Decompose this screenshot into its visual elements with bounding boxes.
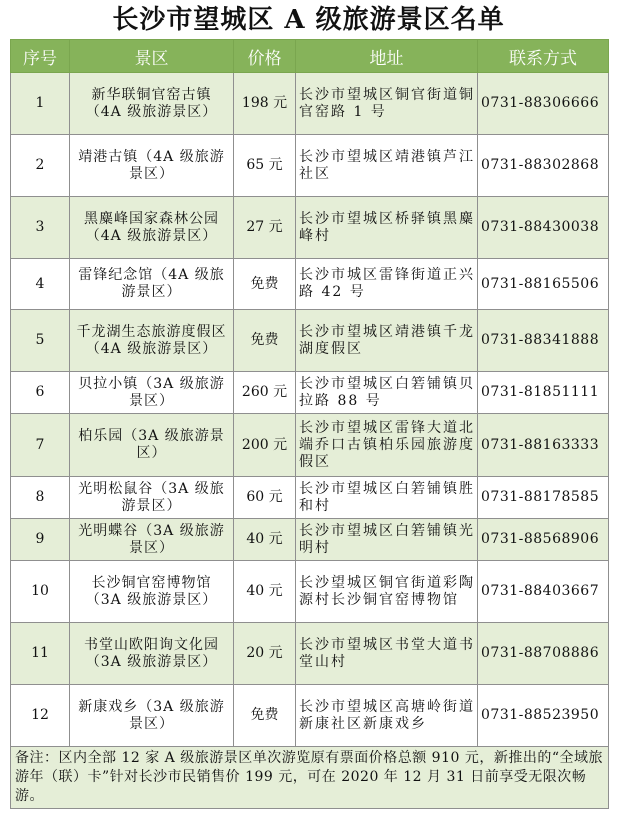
row-name: 书堂山欧阳询文化园（3A 级旅游景区）	[70, 623, 234, 685]
row-no: 5	[11, 310, 70, 372]
row-address: 长沙市望城区白箬铺镇贝拉路 88 号	[296, 372, 478, 414]
row-address: 长沙望城区铜官街道彩陶源村长沙铜官窑博物馆	[296, 561, 478, 623]
row-no: 2	[11, 135, 70, 197]
row-price: 40 元	[234, 561, 296, 623]
row-price: 260 元	[234, 372, 296, 414]
row-address: 长沙市望城区白箬铺镇胜和村	[296, 477, 478, 519]
header-price: 价格	[234, 40, 296, 73]
row-name: 黑麋峰国家森林公园（4A 级旅游景区）	[70, 197, 234, 259]
header-name: 景区	[70, 40, 234, 73]
row-address: 长沙市望城区靖港镇千龙湖度假区	[296, 310, 478, 372]
row-phone: 0731-88178585	[478, 477, 609, 519]
row-price: 198 元	[234, 73, 296, 135]
row-price: 200 元	[234, 414, 296, 477]
row-phone: 0731-88165506	[478, 259, 609, 310]
row-no: 10	[11, 561, 70, 623]
row-no: 4	[11, 259, 70, 310]
row-no: 3	[11, 197, 70, 259]
row-phone: 0731-88163333	[478, 414, 609, 477]
row-name: 靖港古镇（4A 级旅游景区）	[70, 135, 234, 197]
row-name: 光明松鼠谷（3A 级旅游景区）	[70, 477, 234, 519]
row-address: 长沙市望城区桥驿镇黑麋峰村	[296, 197, 478, 259]
row-address: 长沙市望城区高塘岭街道新康社区新康戏乡	[296, 685, 478, 747]
row-name: 光明蝶谷（3A 级旅游景区）	[70, 519, 234, 561]
table-row	[11, 685, 609, 747]
row-price: 免费	[234, 310, 296, 372]
row-no: 1	[11, 73, 70, 135]
table-row	[11, 561, 609, 623]
row-address: 长沙市城区雷锋街道正兴路 42 号	[296, 259, 478, 310]
row-name: 新华联铜官窑古镇（4A 级旅游景区）	[70, 73, 234, 135]
table-row	[11, 73, 609, 135]
row-address: 长沙市望城区白箬铺镇光明村	[296, 519, 478, 561]
row-price: 27 元	[234, 197, 296, 259]
row-phone: 0731-88708886	[478, 623, 609, 685]
row-price: 免费	[234, 259, 296, 310]
row-name: 长沙铜官窑博物馆（3A 级旅游景区）	[70, 561, 234, 623]
row-no: 12	[11, 685, 70, 747]
row-phone: 0731-88302868	[478, 135, 609, 197]
row-address: 长沙市望城区书堂大道书堂山村	[296, 623, 478, 685]
row-name: 柏乐园（3A 级旅游景区）	[70, 414, 234, 477]
header-no: 序号	[11, 40, 70, 73]
row-no: 8	[11, 477, 70, 519]
row-no: 11	[11, 623, 70, 685]
table-row	[11, 197, 609, 259]
page-title: 长沙市望城区 A 级旅游景区名单	[112, 5, 505, 35]
row-phone: 0731-88403667	[478, 561, 609, 623]
row-address: 长沙市望城区靖港镇芦江社区	[296, 135, 478, 197]
row-address: 长沙市望城区雷锋大道北端乔口古镇柏乐园旅游度假区	[296, 414, 478, 477]
row-phone: 0731-88306666	[478, 73, 609, 135]
table-row	[11, 623, 609, 685]
note-row	[11, 747, 609, 809]
row-no: 9	[11, 519, 70, 561]
table-row	[11, 310, 609, 372]
row-phone: 0731-88430038	[478, 197, 609, 259]
row-address: 长沙市望城区铜官街道铜官窑路 1 号	[296, 73, 478, 135]
row-price: 65 元	[234, 135, 296, 197]
table-row	[11, 259, 609, 310]
row-phone: 0731-88341888	[478, 310, 609, 372]
row-phone: 0731-81851111	[478, 372, 609, 414]
row-price: 40 元	[234, 519, 296, 561]
table-row	[11, 414, 609, 477]
footnote: 备注：区内全部 12 家 A 级旅游景区单次游览原有票面价格总额 910 元，新推出的“全域旅游年（联）卡”针对长沙市民销售价 199 元，可在 2020 年 12 月 31 日前享受无限次畅游。	[11, 747, 609, 809]
table-row	[11, 372, 609, 414]
header-contact: 联系方式	[478, 40, 609, 73]
row-name: 新康戏乡（3A 级旅游景区）	[70, 685, 234, 747]
row-name: 雷锋纪念馆（4A 级旅游景区）	[70, 259, 234, 310]
table-header-row	[11, 40, 609, 73]
row-price: 60 元	[234, 477, 296, 519]
table-row	[11, 135, 609, 197]
row-phone: 0731-88523950	[478, 685, 609, 747]
row-name: 千龙湖生态旅游度假区（4A 级旅游景区）	[70, 310, 234, 372]
row-phone: 0731-88568906	[478, 519, 609, 561]
scenic-spots-table	[10, 39, 609, 809]
header-address: 地址	[296, 40, 478, 73]
table-row	[11, 519, 609, 561]
table-row	[11, 477, 609, 519]
row-name: 贝拉小镇（3A 级旅游景区）	[70, 372, 234, 414]
row-no: 7	[11, 414, 70, 477]
row-price: 免费	[234, 685, 296, 747]
row-no: 6	[11, 372, 70, 414]
row-price: 20 元	[234, 623, 296, 685]
